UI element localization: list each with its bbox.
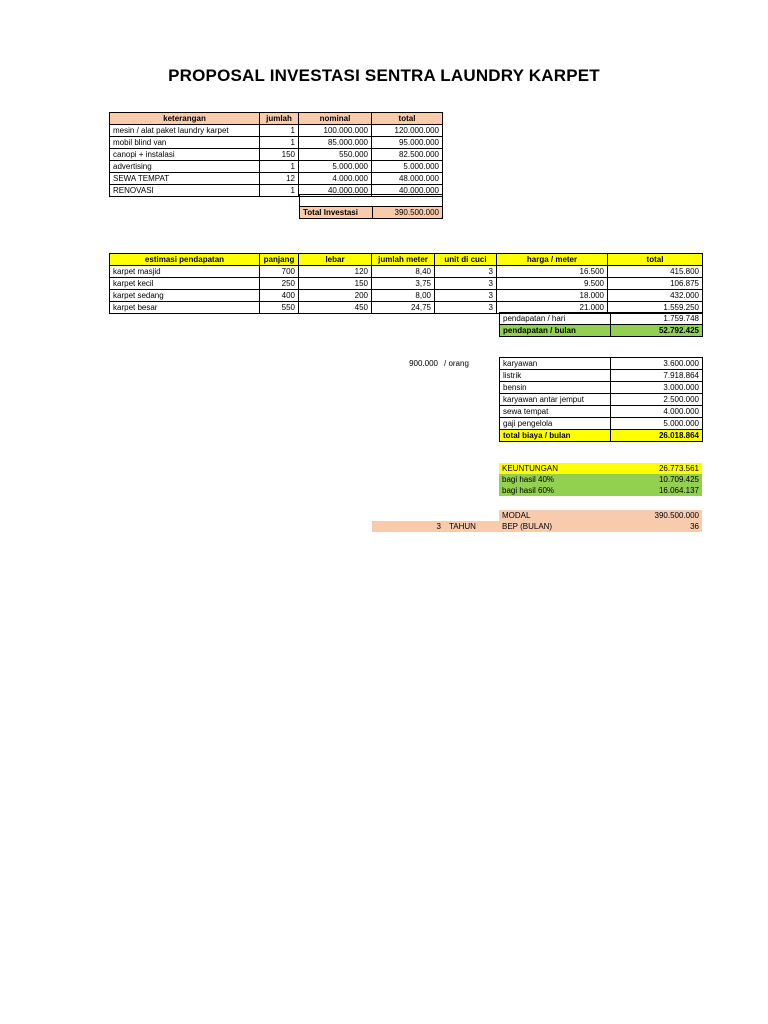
unit-cell: 3 (435, 302, 497, 314)
total-investasi-value: 390.500.000 (373, 207, 443, 219)
pendapatan-hari-value: 1.759.748 (611, 313, 703, 325)
item-label: mobil blind van (110, 137, 260, 149)
cost-label: karyawan (500, 358, 611, 370)
empty-cell (372, 510, 444, 521)
item-label: mesin / alat paket laundry karpet (110, 125, 260, 137)
table-row (110, 278, 703, 290)
bagi-hasil-60-value: 16.064.137 (610, 485, 702, 496)
header-harga: harga / meter (497, 254, 608, 266)
jumlah-cell: 12 (260, 173, 299, 185)
total-investasi-label: Total Investasi (300, 207, 373, 219)
bep-value: 36 (610, 521, 702, 532)
page-title: PROPOSAL INVESTASI SENTRA LAUNDRY KARPET (168, 66, 600, 85)
nominal-cell: 40.000.000 (299, 185, 372, 197)
panjang-cell: 400 (260, 290, 299, 302)
bagi-hasil-60-label: bagi hasil 60% (499, 485, 610, 496)
revenue-header-row (110, 254, 703, 266)
panjang-cell: 250 (260, 278, 299, 290)
investment-header-row (110, 113, 443, 125)
years-value: 3 (372, 521, 444, 532)
table-row (500, 406, 703, 418)
total-cell: 1.559.250 (608, 302, 703, 314)
header-nominal: nominal (299, 113, 372, 125)
item-label: RENOVASI (110, 185, 260, 197)
table-row (110, 173, 443, 185)
lebar-cell: 120 (299, 266, 372, 278)
cost-value: 4.000.000 (611, 406, 703, 418)
spacer-cell (300, 195, 443, 207)
jumlah-cell: 1 (260, 161, 299, 173)
header-estimasi: estimasi pendapatan (110, 254, 260, 266)
header-jumlah-meter: jumlah meter (372, 254, 435, 266)
per-person-unit: / orang (444, 359, 469, 368)
header-unit: unit di cuci (435, 254, 497, 266)
pendapatan-hari-label: pendapatan / hari (500, 313, 611, 325)
header-total: total (372, 113, 443, 125)
table-row (500, 358, 703, 370)
nominal-cell: 100.000.000 (299, 125, 372, 137)
bep-table (372, 510, 702, 532)
harga-cell: 21.000 (497, 302, 608, 314)
revenue-summary-table (499, 312, 703, 337)
cost-label: bensin (500, 382, 611, 394)
total-cell: 120.000.000 (372, 125, 443, 137)
table-row (500, 382, 703, 394)
total-cost-row (500, 430, 703, 442)
table-row (110, 137, 443, 149)
total-cell: 48.000.000 (372, 173, 443, 185)
item-label: advertising (110, 161, 260, 173)
bagi-hasil-40-value: 10.709.425 (610, 474, 702, 485)
costs-table (499, 357, 703, 442)
panjang-cell: 550 (260, 302, 299, 314)
total-cell: 82.500.000 (372, 149, 443, 161)
revenue-table (109, 253, 703, 314)
total-cell: 40.000.000 (372, 185, 443, 197)
total-cell: 415.800 (608, 266, 703, 278)
item-label: karpet besar (110, 302, 260, 314)
jumlah-cell: 1 (260, 185, 299, 197)
table-row (110, 290, 703, 302)
cost-value: 5.000.000 (611, 418, 703, 430)
total-cell: 95.000.000 (372, 137, 443, 149)
cost-label: listrik (500, 370, 611, 382)
keuntungan-value: 26.773.561 (610, 463, 702, 474)
total-cell: 432.000 (608, 290, 703, 302)
table-row (500, 394, 703, 406)
harga-cell: 18.000 (497, 290, 608, 302)
table-row (110, 161, 443, 173)
cost-value: 2.500.000 (611, 394, 703, 406)
panjang-cell: 700 (260, 266, 299, 278)
item-label: SEWA TEMPAT (110, 173, 260, 185)
header-total: total (608, 254, 703, 266)
header-lebar: lebar (299, 254, 372, 266)
jumlah-cell: 1 (260, 137, 299, 149)
nominal-cell: 4.000.000 (299, 173, 372, 185)
investment-table (109, 112, 443, 197)
cost-value: 3.600.000 (611, 358, 703, 370)
bagi-hasil-40-label: bagi hasil 40% (499, 474, 610, 485)
unit-cell: 3 (435, 266, 497, 278)
header-jumlah: jumlah (260, 113, 299, 125)
item-label: canopi + instalasi (110, 149, 260, 161)
keuntungan-label: KEUNTUNGAN (499, 463, 610, 474)
cost-label: sewa tempat (500, 406, 611, 418)
cost-value: 3.000.000 (611, 382, 703, 394)
item-label: karpet kecil (110, 278, 260, 290)
nominal-cell: 85.000.000 (299, 137, 372, 149)
item-label: karpet masjid (110, 266, 260, 278)
jumlah-cell: 150 (260, 149, 299, 161)
header-panjang: panjang (260, 254, 299, 266)
unit-cell: 3 (435, 290, 497, 302)
per-person-value: 900.000 (409, 359, 438, 368)
bep-label: BEP (BULAN) (499, 521, 610, 532)
cost-value: 7.918.864 (611, 370, 703, 382)
years-label: TAHUN (444, 521, 499, 532)
harga-cell: 9.500 (497, 278, 608, 290)
item-label: karpet sedang (110, 290, 260, 302)
meter-cell: 8,40 (372, 266, 435, 278)
modal-value: 390.500.000 (610, 510, 702, 521)
cost-label: karyawan antar jemput (500, 394, 611, 406)
cost-label: gaji pengelola (500, 418, 611, 430)
total-cell: 5.000.000 (372, 161, 443, 173)
table-row (110, 266, 703, 278)
pendapatan-bulan-value: 52.792.425 (611, 325, 703, 337)
pendapatan-bulan-label: pendapatan / bulan (500, 325, 611, 337)
lebar-cell: 150 (299, 278, 372, 290)
meter-cell: 3,75 (372, 278, 435, 290)
jumlah-cell: 1 (260, 125, 299, 137)
total-biaya-label: total biaya / bulan (500, 430, 611, 442)
unit-cell: 3 (435, 278, 497, 290)
harga-cell: 16.500 (497, 266, 608, 278)
empty-cell (444, 510, 499, 521)
table-row (500, 370, 703, 382)
meter-cell: 8,00 (372, 290, 435, 302)
lebar-cell: 450 (299, 302, 372, 314)
table-row (110, 125, 443, 137)
investment-total-table (299, 194, 443, 219)
modal-label: MODAL (499, 510, 610, 521)
lebar-cell: 200 (299, 290, 372, 302)
nominal-cell: 550.000 (299, 149, 372, 161)
table-row (110, 149, 443, 161)
table-row (500, 418, 703, 430)
nominal-cell: 5.000.000 (299, 161, 372, 173)
total-biaya-value: 26.018.864 (611, 430, 703, 442)
meter-cell: 24,75 (372, 302, 435, 314)
profit-table (499, 463, 702, 496)
total-cell: 106.875 (608, 278, 703, 290)
header-keterangan: keterangan (110, 113, 260, 125)
